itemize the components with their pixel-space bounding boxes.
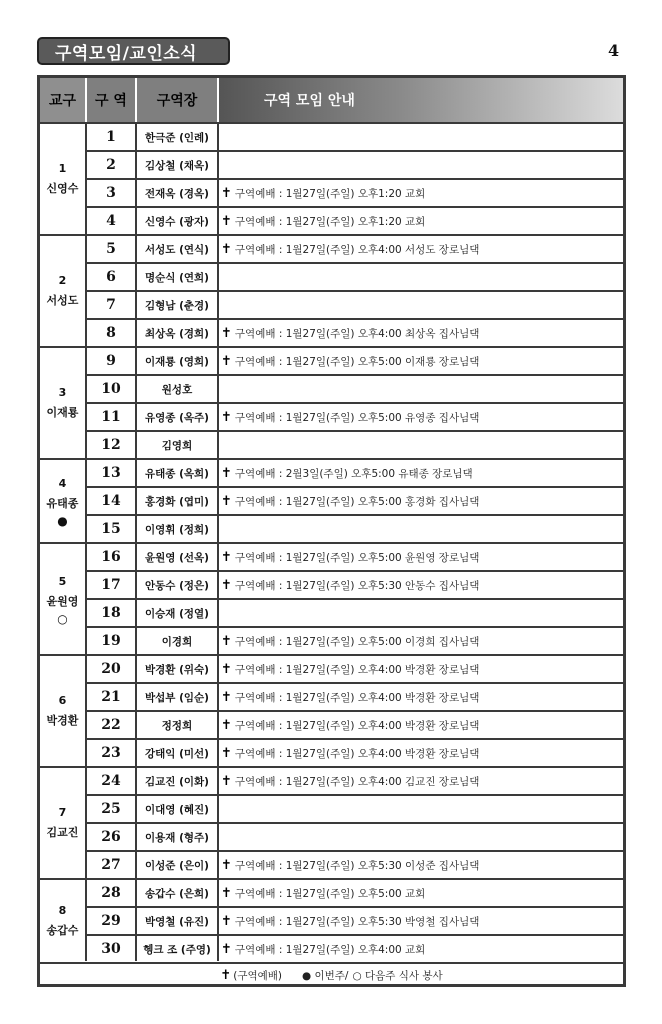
meeting-info-text: 구역예배 : 1월27일(주일) 오후4:00 교회 <box>234 943 426 956</box>
zone-number: 22 <box>101 717 121 733</box>
zone-number: 11 <box>101 409 121 425</box>
filled-circle-icon: ● <box>57 514 68 528</box>
meeting-info <box>221 494 479 509</box>
district-cell <box>40 768 85 878</box>
meeting-info-text: 구역예배 : 1월27일(주일) 오후5:30 이성준 집사님댁 <box>234 859 480 872</box>
table-row <box>87 936 623 962</box>
table-row <box>87 432 623 458</box>
cross-icon: ✝ <box>221 661 232 677</box>
zone-leader: 이영휘 (정희) <box>145 523 209 536</box>
meeting-info <box>221 214 425 229</box>
legend-cross-label: (구역예배) <box>233 969 282 982</box>
table-row <box>87 768 623 794</box>
cross-icon: ✝ <box>221 409 232 425</box>
table-row <box>87 824 623 850</box>
column-header-leader: 구역장 <box>137 78 217 122</box>
zone-leader: 김상철 (채옥) <box>145 159 209 172</box>
cross-icon: ✝ <box>221 213 232 229</box>
zone-leader: 최상옥 (경희) <box>145 327 209 340</box>
zone-number: 10 <box>101 381 121 397</box>
zone-number: 8 <box>106 325 116 341</box>
table-row <box>87 628 623 654</box>
zone-number: 7 <box>106 297 116 313</box>
meeting-info <box>221 242 479 257</box>
zone-number: 17 <box>101 577 121 593</box>
zone-number: 24 <box>101 773 121 789</box>
zone-leader: 박경환 (위숙) <box>145 663 209 676</box>
schedule-table <box>37 75 626 987</box>
zone-number: 28 <box>101 885 121 901</box>
zone-number: 16 <box>101 549 121 565</box>
meeting-info-text: 구역예배 : 1월27일(주일) 오후4:00 서성도 장로님댁 <box>234 243 480 256</box>
table-row <box>87 740 623 766</box>
zone-number: 4 <box>106 213 116 229</box>
zone-number: 29 <box>101 913 121 929</box>
cross-icon: ✝ <box>221 717 232 733</box>
district-name: 박경환 <box>46 714 79 727</box>
district-number: 3 <box>58 386 67 399</box>
district-cell <box>40 348 85 458</box>
legend-open-label: ○ 다음주 식사 봉사 <box>352 969 443 982</box>
zone-number: 14 <box>101 493 121 509</box>
zone-leader: 이경희 <box>161 635 193 648</box>
meeting-info-text: 구역예배 : 2월3일(주일) 오후5:00 유태종 장로님댁 <box>234 467 473 480</box>
district-cell <box>40 236 85 346</box>
zone-number: 19 <box>101 633 121 649</box>
meeting-info <box>221 690 479 705</box>
zone-leader: 이대영 (혜진) <box>145 803 209 816</box>
zone-leader: 박영철 (유진) <box>145 915 209 928</box>
meeting-info <box>221 550 479 565</box>
table-row <box>87 572 623 598</box>
district-number: 5 <box>58 575 67 588</box>
zone-number: 25 <box>101 801 121 817</box>
cross-icon: ✝ <box>221 577 232 593</box>
table-row <box>87 684 623 710</box>
cross-icon: ✝ <box>221 689 232 705</box>
zone-leader: 이용재 (형주) <box>145 831 209 844</box>
meeting-info <box>221 718 479 733</box>
zone-leader: 김영희 <box>161 439 193 452</box>
meeting-info-text: 구역예배 : 1월27일(주일) 오후5:00 유영종 집사님댁 <box>234 411 480 424</box>
zone-number: 18 <box>101 605 121 621</box>
meeting-info-text: 구역예배 : 1월27일(주일) 오후4:00 박경환 장로님댁 <box>234 747 480 760</box>
meeting-info <box>221 886 425 901</box>
zone-leader: 전재옥 (경옥) <box>145 187 209 200</box>
table-row <box>87 908 623 934</box>
district-cell <box>40 544 85 654</box>
legend-filled-label: ● 이번주/ <box>302 969 349 982</box>
cross-icon: ✝ <box>221 241 232 257</box>
meeting-info-text: 구역예배 : 1월27일(주일) 오후4:00 박경환 장로님댁 <box>234 663 480 676</box>
district-number: 2 <box>58 274 67 287</box>
table-row <box>87 488 623 514</box>
zone-number: 5 <box>106 241 116 257</box>
zone-leader: 유태종 (옥희) <box>145 467 209 480</box>
zone-number: 6 <box>106 269 116 285</box>
table-row <box>87 376 623 402</box>
zone-leader: 정정희 <box>161 719 193 732</box>
district-name: 김교진 <box>46 826 79 839</box>
table-row <box>87 320 623 346</box>
meeting-info-text: 구역예배 : 1월27일(주일) 오후1:20 교회 <box>234 187 426 200</box>
zone-leader: 안동수 (정은) <box>145 579 209 592</box>
zone-leader: 서성도 (연식) <box>145 243 209 256</box>
district-name: 유태종 <box>46 497 79 510</box>
zone-leader: 송갑수 (은희) <box>145 887 209 900</box>
table-row <box>87 208 623 234</box>
cross-icon: ✝ <box>221 633 232 649</box>
zone-leader: 강태익 (미선) <box>145 747 209 760</box>
meeting-info <box>221 746 479 761</box>
meeting-info <box>221 914 479 929</box>
table-row <box>87 180 623 206</box>
meeting-info <box>221 942 425 957</box>
table-row <box>87 124 623 150</box>
cross-icon: ✝ <box>221 325 232 341</box>
meeting-info <box>221 354 479 369</box>
section-title: 구역모임/교인소식 <box>37 37 230 65</box>
zone-number: 12 <box>101 437 121 453</box>
district-name: 윤원영 <box>46 595 79 608</box>
meeting-info-text: 구역예배 : 1월27일(주일) 오후5:00 이재룡 장로님댁 <box>234 355 480 368</box>
table-row <box>87 152 623 178</box>
zone-leader: 신영수 (광자) <box>145 215 209 228</box>
zone-number: 20 <box>101 661 121 677</box>
cross-icon: ✝ <box>221 185 232 201</box>
cross-icon: ✝ <box>221 493 232 509</box>
meeting-info <box>221 634 479 649</box>
table-row <box>87 292 623 318</box>
meeting-info <box>221 186 425 201</box>
zone-leader: 이재룡 (영희) <box>145 355 209 368</box>
table-row <box>87 264 623 290</box>
zone-number: 27 <box>101 857 121 873</box>
zone-leader: 유영종 (옥주) <box>145 411 209 424</box>
table-row <box>87 712 623 738</box>
cross-icon: ✝ <box>220 967 232 983</box>
meeting-info-text: 구역예배 : 1월27일(주일) 오후4:00 박경환 장로님댁 <box>234 719 480 732</box>
zone-number: 2 <box>106 157 116 173</box>
zone-number: 23 <box>101 745 121 761</box>
district-number: 1 <box>58 162 67 175</box>
district-name: 이재룡 <box>46 406 79 419</box>
legend <box>40 963 623 987</box>
meeting-info-text: 구역예배 : 1월27일(주일) 오후4:00 최상옥 집사님댁 <box>234 327 480 340</box>
table-row <box>87 880 623 906</box>
cross-icon: ✝ <box>221 773 232 789</box>
district-name: 신영수 <box>46 182 79 195</box>
cross-icon: ✝ <box>221 465 232 481</box>
district-name: 서성도 <box>46 294 79 307</box>
district-cell <box>40 656 85 766</box>
zone-number: 15 <box>101 521 121 537</box>
meeting-info <box>221 662 479 677</box>
zone-leader: 이승재 (정열) <box>145 607 209 620</box>
table-row <box>87 404 623 430</box>
table-row <box>87 516 623 542</box>
zone-number: 13 <box>101 465 121 481</box>
district-cell <box>40 880 85 962</box>
cross-icon: ✝ <box>221 885 232 901</box>
zone-leader: 한극준 (인례) <box>145 131 209 144</box>
meeting-info <box>221 466 473 481</box>
zone-leader: 김교진 (이화) <box>145 775 209 788</box>
zone-leader: 박섭부 (임순) <box>145 691 209 704</box>
open-circle-icon: ○ <box>57 612 68 626</box>
meeting-info <box>221 326 479 341</box>
meeting-info-text: 구역예배 : 1월27일(주일) 오후5:30 박영철 집사님댁 <box>234 915 480 928</box>
meeting-info <box>221 858 479 873</box>
meeting-info-text: 구역예배 : 1월27일(주일) 오후5:00 교회 <box>234 887 426 900</box>
table-row <box>87 796 623 822</box>
zone-number: 21 <box>101 689 121 705</box>
cross-icon: ✝ <box>221 941 232 957</box>
zone-number: 26 <box>101 829 121 845</box>
table-row <box>87 236 623 262</box>
table-row <box>87 656 623 682</box>
meeting-info <box>221 410 479 425</box>
cross-icon: ✝ <box>221 353 232 369</box>
zone-leader: 홍경화 (엽미) <box>145 495 209 508</box>
cross-icon: ✝ <box>221 857 232 873</box>
district-number: 6 <box>58 694 67 707</box>
meeting-info <box>221 774 479 789</box>
zone-leader: 원성호 <box>161 383 193 396</box>
cross-icon: ✝ <box>221 745 232 761</box>
zone-leader: 윤원영 (선옥) <box>145 551 209 564</box>
meeting-info-text: 구역예배 : 1월27일(주일) 오후5:00 홍경화 집사님댁 <box>234 495 480 508</box>
zone-leader: 명순식 (연희) <box>145 271 209 284</box>
district-number: 7 <box>58 806 67 819</box>
cross-icon: ✝ <box>221 913 232 929</box>
column-header-zone: 구 역 <box>87 78 135 122</box>
table-row <box>87 544 623 570</box>
zone-number: 3 <box>106 185 116 201</box>
meeting-info-text: 구역예배 : 1월27일(주일) 오후5:30 안동수 집사님댁 <box>234 579 480 592</box>
zone-leader: 헹크 조 (주영) <box>143 943 211 956</box>
zone-number: 1 <box>106 129 116 145</box>
table-row <box>87 600 623 626</box>
column-header-info: 구역 모임 안내 <box>219 78 623 122</box>
zone-leader: 이성준 (은이) <box>145 859 209 872</box>
district-name: 송갑수 <box>46 924 79 937</box>
meeting-info-text: 구역예배 : 1월27일(주일) 오후4:00 박경환 장로님댁 <box>234 691 480 704</box>
zone-number: 30 <box>101 941 121 957</box>
district-number: 4 <box>58 477 67 490</box>
table-row <box>87 460 623 486</box>
column-header-district: 교구 <box>40 78 85 122</box>
table-row <box>87 348 623 374</box>
zone-leader: 김형남 (춘경) <box>145 299 209 312</box>
meeting-info-text: 구역예배 : 1월27일(주일) 오후5:00 윤원영 장로님댁 <box>234 551 480 564</box>
cross-icon: ✝ <box>221 549 232 565</box>
district-cell <box>40 460 85 542</box>
meeting-info-text: 구역예배 : 1월27일(주일) 오후4:00 김교진 장로님댁 <box>234 775 480 788</box>
page-number: 4 <box>608 41 620 60</box>
meeting-info-text: 구역예배 : 1월27일(주일) 오후1:20 교회 <box>234 215 426 228</box>
meeting-info-text: 구역예배 : 1월27일(주일) 오후5:00 이경희 집사님댁 <box>234 635 480 648</box>
district-cell <box>40 124 85 234</box>
table-row <box>87 852 623 878</box>
district-number: 8 <box>58 904 67 917</box>
zone-number: 9 <box>106 353 116 369</box>
meeting-info <box>221 578 479 593</box>
